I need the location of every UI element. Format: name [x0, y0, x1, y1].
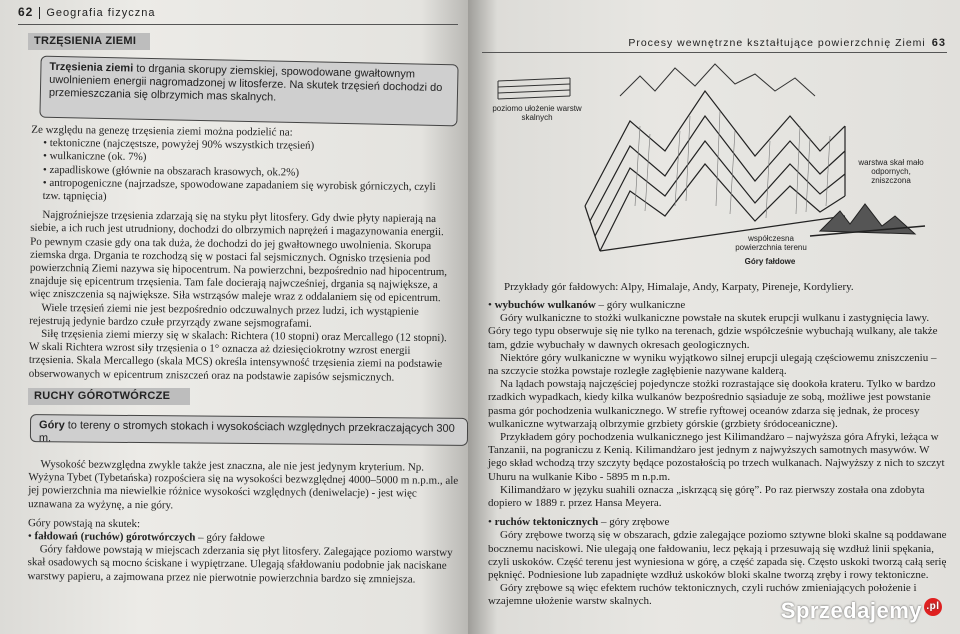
genesis-intro: Ze względu na genezę trzęsienia ziemi można podzielić na: — [31, 123, 293, 139]
orogeny-body — [27, 458, 458, 587]
paragraph: Przykładem góry pochodzenia wulkanicznego jest Kilimandżaro – najwyższa góra Afryki, leżąca w Tanzanii, na pograniczu z Kenią. Kilimandżaro jest jednym z najwyższych samotnych masywów. W jego skład wchodzą trzy szczyty będące pozostałością po trzech wulkanach. Najwyższy z nich to szczyt Uhuru na wulkanie Kibo - 5895 m n.p.m. — [488, 431, 945, 483]
definition-text: to tereny o stromych stokach i wysokościach względnych przekraczających 300 m. — [38, 419, 455, 445]
bullet-folding-rest: – góry fałdowe — [195, 531, 265, 545]
paragraph: Wiele trzęsień ziemi nie jest bezpośrednio odczuwalnych przez ludzi, ich wystąpienie rejestrują jedynie bardzo czułe przyrządy zwane sejsmografami. — [29, 301, 419, 330]
fold-examples — [504, 281, 944, 294]
bullet-volcano-rest: – góry wulkaniczne — [595, 299, 686, 311]
list-item: • antropogeniczne (najrzadsze, spowodowane zapadaniem się wyrobisk górniczych, czyli tzw. tąpnięcia) — [43, 177, 451, 208]
eroded-mountains — [820, 204, 915, 234]
list-item: • wulkaniczne (ok. 7%) — [43, 150, 451, 167]
paragraph: Na lądach powstają najczęściej pojedyncze stożki rozrastające się dookoła krateru. Tylko w bardzo rzadkich wypadkach, kiedy kilka wulkanów bezpośrednio sąsiaduje ze sobą, możliwe jest powstanie pasma gór pochodzenia wulkanicznego. W strefie ryftowej oceanów zdarza się jednak, że procesy wulkaniczne wytwarzają olbrzymie grzbiety górskie (grzbiety śródoceaniczne). — [488, 378, 936, 430]
watermark-text: Sprzedajemy — [780, 598, 922, 623]
genesis-list — [31, 137, 452, 207]
volcano-body — [488, 299, 948, 609]
label-weak-layer: warstwa skał mało odpornych, zniszczona — [858, 158, 924, 185]
examples-line: Przykłady gór fałdowych: Alpy, Himalaje, Andy, Karpaty, Pireneje, Kordyliery. — [504, 281, 854, 293]
right-page-number: 63 — [931, 37, 946, 49]
list-item: • tektoniczne (najczęstsze, powyżej 90% wszystkich trzęsień) — [43, 137, 451, 154]
paragraph: Góry wulkaniczne to stożki wulkaniczne powstałe na skutek erupcji wulkanu i zastygnięcia lawy. Góry tego typu obserwuje się nie tylko na terenach, gdzie współcześnie wybuchają wulkany, ale także tam, gdzie wybuchały w dawnych okresach geologicznych. — [488, 312, 938, 351]
paragraph: Góry fałdowe powstają w miejscach zderzania się płyt litosfery. Zalegające poziomo warstwy skał osadowych są mocno ściskane i wypiętrzane. Ulegają sfałdowaniu podobnie jak naciskane warstwy papieru, a zajmowana przez nie pierwotnie powierzchnia bardzo się zmniejsza. — [27, 543, 453, 586]
right-head-rule — [482, 52, 947, 53]
bullet-tectonic-bold: ruchów tektonicznych — [494, 516, 599, 529]
bullet-tectonic: • ruchów tektonicznych – góry zrębowe — [488, 516, 670, 529]
paragraph: Niektóre góry wulkaniczne w wyniku wyjątkowo silnej erupcji ulegają częściowemu zniszczeniu – na szczycie stożka powstaje rozległe zagłębienie nazywane kalderą. — [488, 351, 937, 378]
paragraph: Góry powstają na skutek: — [27, 516, 141, 530]
watermark-badge: .pl — [924, 598, 942, 616]
right-head-title: Procesy wewnętrzne kształtujące powierzchnię Ziemi — [628, 37, 926, 49]
paragraph: Góry zrębowe tworzą się w obszarach, gdzie zalegające poziomo sztywne bloki skalne są poddawane bocznemu naciskowi. Nie ulegają one fałdowaniu, lecz pękają i przesuwają się wzdłuż linii spękania, czyli uskoków. Część terenu jest wyniesiona w górę, a część zapada się. Często uskoki tworzą całą serię pęknięć. Podniesione lub zapadnięte wzdłuż uskoków bloki skalne tworzą zręby i rowy tektoniczne. — [488, 529, 947, 582]
surface-peaks — [620, 64, 815, 96]
left-running-head — [18, 6, 155, 20]
definition-text: to drgania skorupy ziemskiej, spowodowane gwałtownym uwolnieniem energii nagromadzonej w litosferze. Na skutek trzęsień dochodzi do przemieszczania się olbrzymich mas skalnych. — [48, 62, 443, 104]
label-flat-layers: poziomo ułożenie warstw skalnych — [492, 104, 582, 122]
paragraph: Najgroźniejsze trzęsienia zdarzają się na styku płyt litosfery. Gdy dwie płyty napierają na siebie, a ich ruch jest utrudniony, dochodzi do olbrzymich naprężeń i magazynowania energii. Po pewnym czasie gdy ona tak duża, że dochodzi do jej gwałtownego uwolnienia. Skorupa ziemska drga. Drgania te rozchodzą się w postaci fal sejsmicznych. Ognisko trzęsienia pod powierzchnią Ziemi nazywa się hipocentrum. Na powierzchni, bezpośrednio nad hipocentrum, znajduje się epicentrum trzęsienia. Tam fale docierają najwcześniej, drgania są największe, a więc zniszczenia są największe. Siła wstrząsów maleje wraz z oddalaniem się od epicentrum. — [29, 209, 448, 305]
paragraph: Góry zrębowe są więc efektem ruchów tektonicznych, czyli ruchów zmieniających położenie i wzajemne ułożenie warstw skalnych. — [488, 582, 917, 608]
definition-box-mountains — [30, 414, 468, 446]
list-item: • zapadliskowe (głównie na obszarach krasowych, ok.2%) — [43, 164, 451, 181]
right-running-head — [628, 37, 946, 50]
left-page — [0, 0, 468, 634]
left-page-number: 62 — [18, 5, 34, 19]
bullet-folding: • fałdowań (ruchów) górotwórczych – góry fałdowe — [27, 530, 265, 545]
folded-block — [585, 91, 845, 251]
paragraph: Siłę trzęsienia ziemi mierzy się w skalach: Richtera (10 stopni) oraz Mercallego (12 stopni). W skali Richtera wzrost siły trzęsienia o 1° oznacza aż dziesięciokrotny wzrost energii trzęsienia. Skala Mercallego (skala MCS) określa intensywność trzęsienia ziemi na podstawie obserwowanych w epicentrum zniszczeń oraz na podstawie zapisów sejsmicznych. — [28, 327, 447, 384]
left-head-rule — [18, 24, 458, 25]
flat-layers-inset — [498, 78, 570, 99]
right-page — [468, 0, 960, 634]
watermark-logo — [781, 598, 942, 624]
definition-term: Trzęsienia ziemi — [49, 60, 134, 75]
paragraph: Kilimandżaro w języku suahili oznacza „iskrzącą się górę”. Po raz pierwszy została ona zdobyta dopiero w 1889 r. przez Hansa Meyera. — [488, 483, 925, 510]
definition-term: Góry — [38, 419, 65, 432]
bullet-tectonic-rest: – góry zrębowe — [598, 516, 670, 529]
bullet-volcanoes: • wybuchów wulkanów – góry wulkaniczne — [488, 299, 686, 311]
section-heading-earthquakes: TRZĘSIENIA ZIEMI — [28, 33, 150, 50]
fold-mountains-diagram — [490, 56, 930, 270]
bullet-volcano-bold: wybuchów wulkanów — [494, 299, 596, 311]
section-heading-orogeny: RUCHY GÓROTWÓRCZE — [28, 388, 190, 405]
definition-box-earthquake — [39, 56, 458, 127]
left-head-title: Geografia fizyczna — [46, 7, 156, 19]
earthquake-body — [29, 124, 452, 385]
diagram-caption: Góry fałdowe — [744, 257, 796, 266]
label-surface: współczesna powierzchnia terenu — [735, 234, 807, 252]
paragraph: Wysokość bezwzględna zwykle także jest znaczna, ale nie jest jedynym kryterium. Np. Wyżyna Tybet (Tybetańska) rozpościera się na wysokości bezwzględnej 4000–5000 m n.p.m., ale jej powierzchnia ma niewielkie różnice wysokości względnych (deniwelacje) - jest więc uznawana za wyżynę, a nie góry. — [28, 458, 459, 511]
bullet-folding-bold: fałdowań (ruchów) górotwórczych — [34, 530, 196, 544]
